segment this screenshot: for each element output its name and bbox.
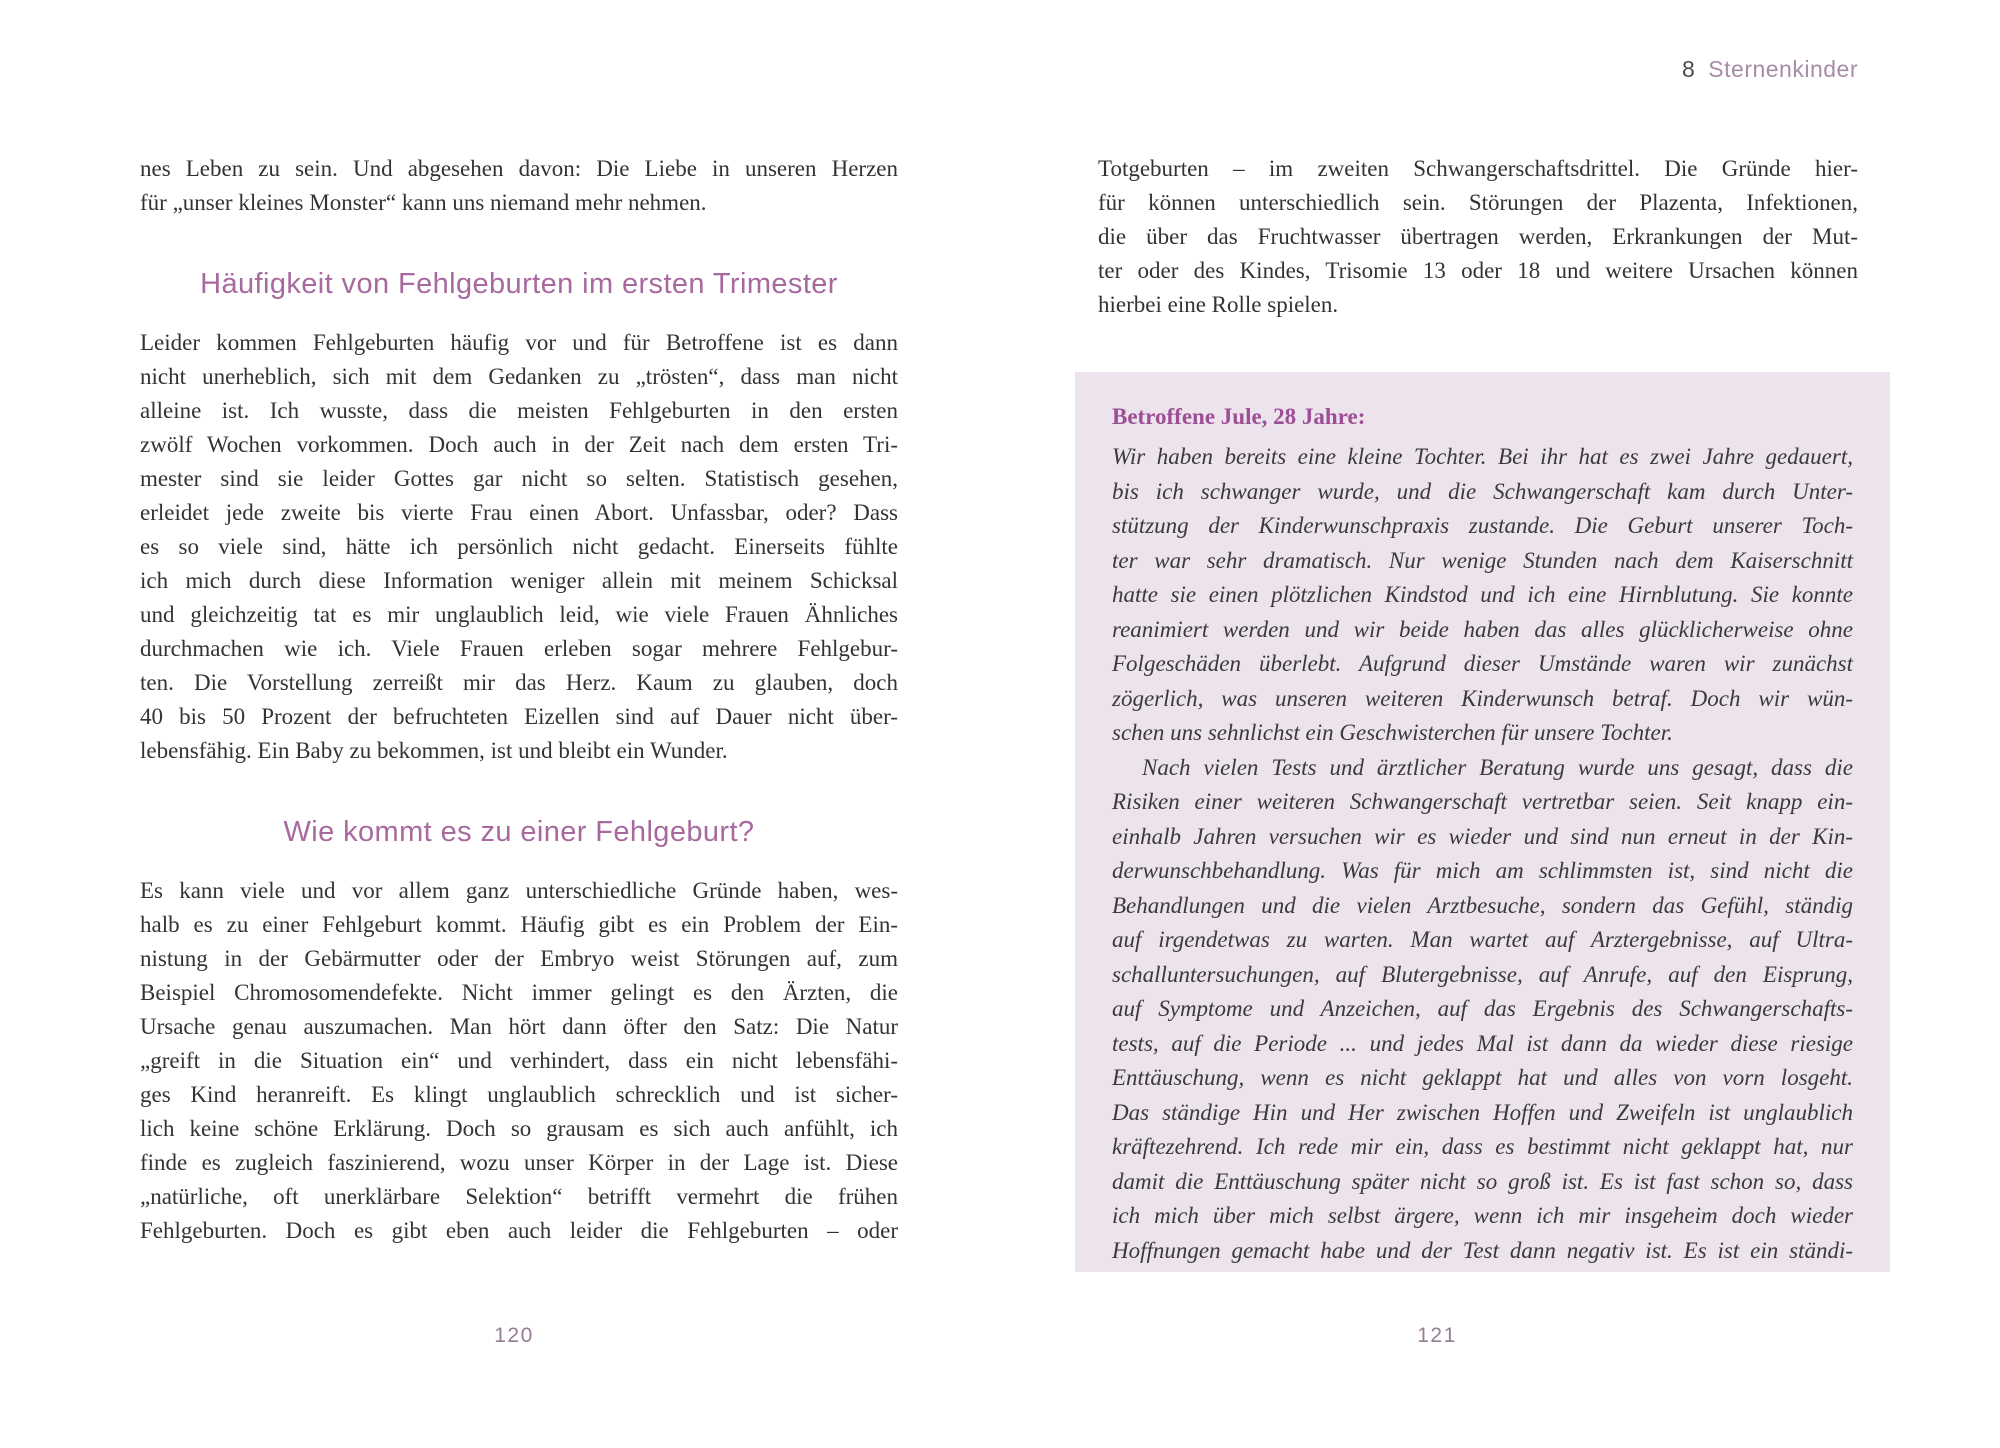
text-line: lebensfähig. Ein Baby zu bekommen, ist und bleibt ein Wunder.	[140, 738, 728, 763]
text-line: auf irgendetwas zu warten. Man wartet auf Arztergebnisse, auf Ultra-	[1112, 927, 1853, 952]
text-line: für können unterschiedlich sein. Störungen der Plazenta, Infektionen,	[1098, 190, 1858, 215]
chapter-number: 8	[1682, 56, 1696, 82]
testimonial-heading: Betroffene Jule, 28 Jahre:	[1112, 404, 1366, 429]
text-line: damit die Enttäuschung später nicht so groß ist. Es ist fast schon so, dass	[1112, 1168, 1853, 1194]
text-line: ich mich durch diese Information weniger allein mit meinem Schicksal	[140, 568, 898, 593]
page-number-left: 120	[494, 1324, 534, 1347]
running-header	[1682, 56, 1858, 83]
text-line: „greift in die Situation ein“ und verhindert, dass ein nicht lebensfähi-	[140, 1048, 898, 1073]
text-line: reanimiert werden und wir beide haben das alles glücklicherweise ohne	[1112, 616, 1853, 642]
text-line: schen uns sehnlichst ein Geschwisterchen für unsere Tochter.	[1112, 720, 1673, 745]
text-line: 40 bis 50 Prozent der befruchteten Eizellen sind auf Dauer nicht über-	[140, 704, 898, 729]
paragraph-intro-continuation	[140, 152, 898, 220]
text-line: nistung in der Gebärmutter oder der Embryo weist Störungen auf, zum	[140, 946, 898, 971]
text-line: die über das Fruchtwasser übertragen werden, Erkrankungen der Mut-	[1098, 224, 1858, 249]
text-line: für „unser kleines Monster“ kann uns niemand mehr nehmen.	[140, 190, 707, 215]
text-line: Risiken einer weiteren Schwangerschaft vertretbar seien. Seit knapp ein-	[1112, 789, 1853, 814]
text-line: ten. Die Vorstellung zerreißt mir das Herz. Kaum zu glauben, doch	[140, 670, 898, 695]
text-line: zögerlich, was unseren weiteren Kinderwunsch betraf. Doch wir wün-	[1112, 685, 1853, 711]
text-line: tests, auf die Periode ... und jedes Mal ist dann da wieder diese riesige	[1112, 1030, 1853, 1056]
text-line: schalluntersuchungen, auf Blutergebnisse, auf Anrufe, auf den Eisprung,	[1112, 961, 1853, 987]
text-line: mester sind sie leider Gottes gar nicht so selten. Statistisch gesehen,	[140, 466, 898, 491]
text-line: es so viele sind, hätte ich persönlich nicht gedacht. Einerseits fühlte	[140, 534, 898, 559]
text-line: Fehlgeburten. Doch es gibt eben auch leider die Fehlgeburten – oder	[140, 1218, 898, 1243]
text-line: durchmachen wie ich. Viele Frauen erleben sogar mehrere Fehlgebur-	[140, 636, 898, 661]
text-line: alleine ist. Ich wusste, dass die meisten Fehlgeburten in den ersten	[140, 398, 898, 423]
text-line: einhalb Jahren versuchen wir es wieder und sind nun erneut in der Kin-	[1112, 823, 1853, 849]
text-line: Wir haben bereits eine kleine Tochter. Bei ihr hat es zwei Jahre gedauert,	[1112, 444, 1853, 469]
text-line: Hoffnungen gemacht habe und der Test dann negativ ist. Es ist ein ständi-	[1112, 1237, 1853, 1263]
paragraph-causes	[140, 874, 898, 1248]
paragraph-frequency	[140, 326, 898, 768]
text-line: finde es zugleich faszinierend, wozu unser Körper in der Lage ist. Diese	[140, 1150, 898, 1175]
text-line: Beispiel Chromosomendefekte. Nicht immer gelingt es den Ärzten, die	[140, 980, 898, 1005]
text-line: ter war sehr dramatisch. Nur wenige Stunden nach dem Kaiserschnitt	[1112, 547, 1853, 573]
text-line: Totgeburten – im zweiten Schwangerschaftsdrittel. Die Gründe hier-	[1098, 156, 1858, 181]
testimonial-box	[1075, 372, 1890, 1272]
paragraph-stillbirth	[1098, 152, 1858, 322]
text-line: zwölf Wochen vorkommen. Doch auch in der Zeit nach dem ersten Tri-	[140, 432, 898, 457]
text-line: auf Symptome und Anzeichen, auf das Ergebnis des Schwangerschafts-	[1112, 996, 1853, 1021]
text-line: stützung der Kinderwunschpraxis zustande. Die Geburt unserer Toch-	[1112, 513, 1853, 538]
section-heading-frequency: Häufigkeit von Fehlgeburten im ersten Trimester	[200, 268, 838, 300]
testimonial-paragraph-1	[1112, 440, 1853, 751]
text-line: und gleichzeitig tat es mir unglaublich leid, wie viele Frauen Ähnliches	[140, 602, 898, 627]
text-line: Nach vielen Tests und ärztlicher Beratung wurde uns gesagt, dass die	[1142, 754, 1853, 780]
text-line: Folgeschäden überlebt. Aufgrund dieser Umstände waren wir zunächst	[1112, 651, 1853, 676]
text-line: hierbei eine Rolle spielen.	[1098, 292, 1339, 317]
text-line: Das ständige Hin und Her zwischen Hoffen und Zweifeln ist unglaublich	[1112, 1099, 1853, 1125]
text-line: ter oder des Kindes, Trisomie 13 oder 18 und weitere Ursachen können	[1098, 258, 1858, 283]
text-line: kräftezehrend. Ich rede mir ein, dass es bestimmt nicht geklappt hat, nur	[1112, 1134, 1853, 1159]
text-line: hatte sie einen plötzlichen Kindstod und ich eine Hirnblutung. Sie konnte	[1112, 582, 1853, 607]
text-line: Es kann viele und vor allem ganz unterschiedliche Gründe haben, wes-	[140, 878, 898, 903]
text-line: erleidet jede zweite bis vierte Frau einen Abort. Unfassbar, oder? Dass	[140, 500, 898, 525]
chapter-title: Sternenkinder	[1708, 56, 1858, 82]
testimonial-paragraph-2	[1112, 751, 1853, 1269]
text-line: Leider kommen Fehlgeburten häufig vor und für Betroffene ist es dann	[140, 330, 898, 355]
text-line: ich mich über mich selbst ärgere, wenn ich mir insgeheim doch wieder	[1112, 1203, 1853, 1228]
text-line: Enttäuschung, wenn es nicht geklappt hat und alles von vorn losgeht.	[1112, 1065, 1853, 1090]
text-line: halb es zu einer Fehlgeburt kommt. Häufig gibt es ein Problem der Ein-	[140, 912, 898, 937]
page-right	[1075, 152, 1890, 1272]
text-line: nicht unerheblich, sich mit dem Gedanken zu „trösten“, dass man nicht	[140, 364, 898, 389]
text-line: ges Kind heranreift. Es klingt unglaublich schrecklich und ist sicher-	[140, 1082, 898, 1107]
page-left	[140, 152, 898, 1248]
text-line: lich keine schöne Erklärung. Doch so grausam es sich auch anfühlt, ich	[140, 1116, 898, 1141]
text-line: nes Leben zu sein. Und abgesehen davon: Die Liebe in unseren Herzen	[140, 156, 898, 181]
text-line: Behandlungen und die vielen Arztbesuche, sondern das Gefühl, ständig	[1112, 892, 1853, 918]
section-heading-causes: Wie kommt es zu einer Fehlgeburt?	[283, 816, 755, 848]
page-number-right: 121	[1417, 1324, 1457, 1347]
text-line: bis ich schwanger wurde, und die Schwangerschaft kam durch Unter-	[1112, 478, 1853, 504]
text-line: Ursache genau auszumachen. Man hört dann öfter den Satz: Die Natur	[140, 1014, 898, 1039]
text-line: derwunschbehandlung. Was für mich am schlimmsten ist, sind nicht die	[1112, 858, 1853, 883]
text-line: „natürliche, oft unerklärbare Selektion“ betrifft vermehrt die frühen	[140, 1184, 898, 1209]
